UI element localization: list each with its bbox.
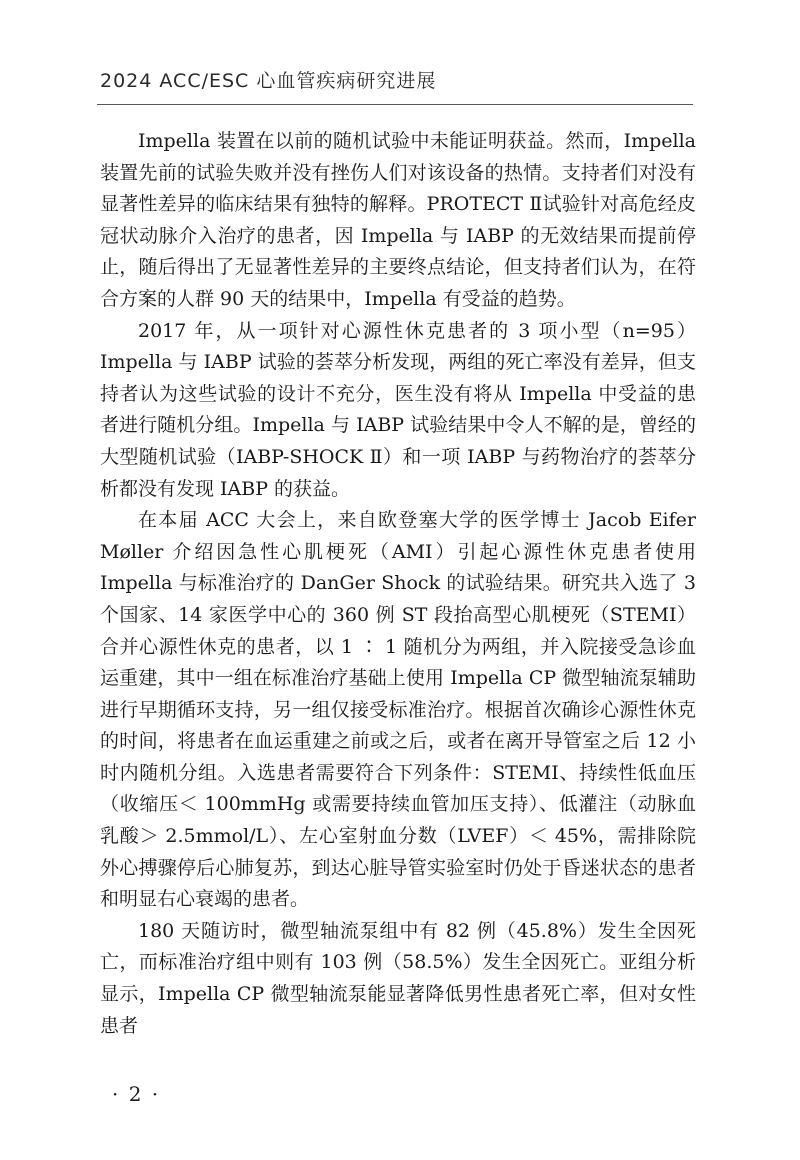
paragraph-3: 在本届 ACC 大会上，来自欧登塞大学的医学博士 Jacob Eifer Møller 介绍因急性心肌梗死（AMI）引起心源性休克患者使用 Impella 与标准治疗的 DanGer Shock 的试验结果。研究共入选了 3 个国家、14 家医学中心的 360 例 ST 段抬高型心肌梗死（STEMI）合并心源性休克的患者，以 1 ∶ 1 随机分为两组，并入院接受急诊血运重建，其中一组在标准治疗基础上使用 Impella CP 微型轴流泵辅助进行早期循环支持，另一组仅接受标准治疗。根据首次确诊心源性休克的时间，将患者在血运重建之前或之后，或者在离开导管室之后 12 小时内随机分组。入选患者需要符合下列条件：STEMI、持续性低血压（收缩压＜ 100mmHg 或需要持续血管加压支持）、低灌注（动脉血乳酸＞ 2.5mmol/L）、左心室射血分数（LVEF）＜ 45%，需排除院外心搏骤停后心肺复苏，到达心脏导管实验室时仍处于昏迷状态的患者和明显右心衰竭的患者。 xyxy=(100,509,696,911)
page-number: · 2 · xyxy=(112,1082,161,1106)
running-header: 2024 ACC/ESC 心血管疾病研究进展 xyxy=(100,70,437,92)
paragraph-4: 180 天随访时，微型轴流泵组中有 82 例（45.8%）发生全因死亡，而标准治疗组中则有 103 例（58.5%）发生全因死亡。亚组分析显示，Impella CP 微型轴流泵能显著降低男性患者死亡率，但对女性患者 xyxy=(100,919,696,1037)
paragraph-2: 2017 年，从一项针对心源性休克患者的 3 项小型（n=95）Impella 与 IABP 试验的荟萃分析发现，两组的死亡率没有差异，但支持者认为这些试验的设计不充分，医生没有将从 Impella 中受益的患者进行随机分组。Impella 与 IABP 试验结果中令人不解的是，曾经的大型随机试验（IABP-SHOCK Ⅱ）和一项 IABP 与药物治疗的荟萃分析都没有发现 IABP 的获益。 xyxy=(100,319,696,500)
body-text xyxy=(100,126,696,1042)
paragraph-1: Impella 装置在以前的随机试验中未能证明获益。然而，Impella 装置先前的试验失败并没有挫伤人们对该设备的热情。支持者们对没有显著性差异的临床结果有独特的解释。PROTECT Ⅱ试验针对高危经皮冠状动脉介入治疗的患者，因 Impella 与 IABP 的无效结果而提前停止，随后得出了无显著性差异的主要终点结论，但支持者们认为，在符合方案的人群 90 天的结果中，Impella 有受益的趋势。 xyxy=(100,130,696,310)
header-rule xyxy=(97,104,693,105)
